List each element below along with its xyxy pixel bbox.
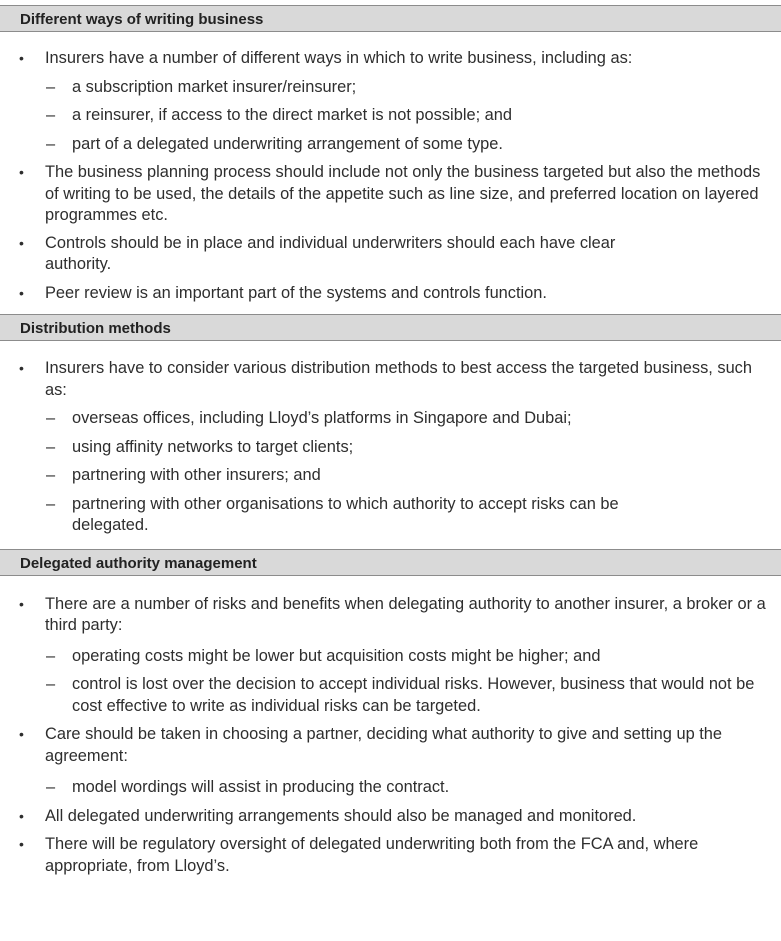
sub-item — [45, 465, 775, 487]
bullet-icon: • — [19, 836, 24, 852]
sub-item-text: a reinsurer, if access to the direct market is not possible; and — [72, 106, 513, 124]
dash-icon: – — [46, 134, 56, 153]
bullet-icon: • — [19, 284, 24, 301]
sub-item-text: model wordings will assist in producing the contract. — [72, 778, 450, 796]
sub-item-text: overseas offices, including Lloyd’s platforms in Singapore and Dubai; — [72, 409, 572, 427]
bullet-item — [0, 834, 781, 877]
sub-list — [45, 77, 775, 156]
bullet-icon: • — [19, 595, 24, 612]
bullet-list — [0, 358, 781, 537]
bullet-list — [0, 594, 781, 878]
bullet-item — [0, 48, 781, 155]
sub-item — [45, 77, 775, 99]
bullet-text: There are a number of risks and benefits when delegating authority to another insurer, a broker or a third party: — [45, 594, 766, 634]
sub-item — [45, 437, 775, 459]
sub-item-text: control is lost over the decision to accept individual risks. However, business that would not be cost effective to write as individual risks can be targeted. — [72, 675, 755, 715]
bullet-text: All delegated underwriting arrangements should also be managed and monitored. — [45, 806, 637, 825]
bullet-icon: • — [19, 164, 24, 180]
section-title: Distribution methods — [0, 314, 781, 341]
sub-item — [45, 646, 775, 668]
dash-icon: – — [46, 77, 56, 96]
dash-icon: – — [46, 778, 56, 796]
bullet-icon: • — [19, 807, 24, 824]
dash-icon: – — [46, 466, 56, 484]
bullet-item — [0, 233, 781, 276]
section-title: Delegated authority management — [0, 549, 781, 576]
sub-item — [45, 674, 775, 717]
bullet-item — [0, 594, 781, 718]
section-delegated-authority — [0, 549, 781, 878]
section-writing-business — [0, 5, 781, 304]
dash-icon: – — [46, 409, 56, 427]
bullet-text: Peer review is an important part of the systems and controls function. — [45, 283, 547, 302]
bullet-text: Controls should be in place and individual underwriters should each have clear authority. — [45, 233, 616, 273]
bullet-item — [0, 358, 781, 537]
sub-item — [45, 777, 775, 799]
bullet-list — [0, 48, 781, 304]
section-title: Different ways of writing business — [0, 5, 781, 32]
bullet-icon: • — [19, 50, 24, 66]
sub-list — [45, 408, 775, 537]
dash-icon: – — [46, 494, 56, 513]
sub-list — [45, 646, 775, 718]
bullet-item — [0, 806, 781, 828]
sub-item — [45, 494, 775, 537]
sub-item-text: partnering with other insurers; and — [72, 466, 321, 484]
section-distribution-methods — [0, 314, 781, 537]
sub-item-text: using affinity networks to target clients; — [72, 437, 354, 456]
dash-icon: – — [46, 437, 56, 456]
bullet-text: The business planning process should include not only the business targeted but also the methods of writing to be used, the details of the appetite such as line size, and preferred location on layered programmes etc. — [45, 163, 761, 224]
dash-icon: – — [46, 675, 56, 693]
sub-item-text: a subscription market insurer/reinsurer; — [72, 77, 357, 96]
bullet-text: Insurers have to consider various distribution methods to best access the targeted business, such as: — [45, 359, 752, 399]
sub-item-text: operating costs might be lower but acquisition costs might be higher; and — [72, 646, 601, 665]
bullet-text: Insurers have a number of different ways in which to write business, including as: — [45, 49, 633, 67]
sub-item-text: partnering with other organisations to which authority to accept risks can be delegated. — [72, 494, 619, 534]
sub-item-text: part of a delegated underwriting arrangement of some type. — [72, 134, 503, 153]
sub-item — [45, 408, 775, 430]
sub-list — [45, 777, 775, 799]
sub-item — [45, 134, 775, 156]
bullet-item — [0, 724, 781, 799]
bullet-icon: • — [19, 726, 24, 742]
bullet-icon: • — [19, 234, 24, 251]
bullet-icon: • — [19, 360, 24, 376]
bullet-text: There will be regulatory oversight of delegated underwriting both from the FCA and, where appropriate, from Lloyd’s. — [45, 835, 699, 875]
bullet-item — [0, 283, 781, 305]
bullet-item — [0, 162, 781, 227]
dash-icon: – — [46, 646, 56, 665]
bullet-text: Care should be taken in choosing a partner, deciding what authority to give and setting up the agreement: — [45, 725, 723, 765]
sub-item — [45, 105, 775, 127]
dash-icon: – — [46, 106, 56, 124]
